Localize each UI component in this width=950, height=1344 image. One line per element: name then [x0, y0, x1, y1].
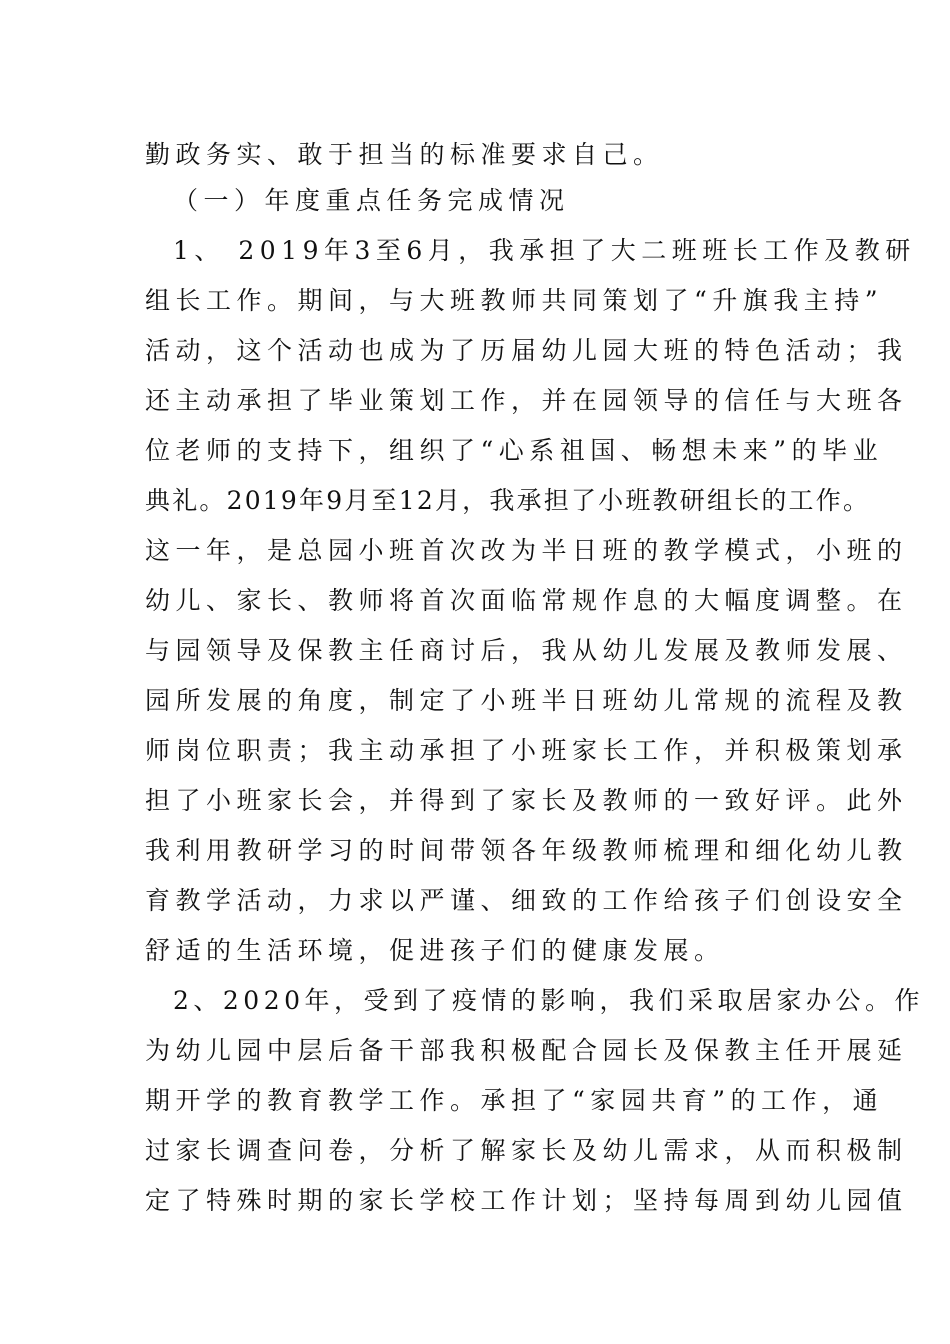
- text-line-9: 这一年，是总园小班首次改为半日班的教学模式，小班的: [145, 536, 908, 565]
- text-line-3: 1、 2019年3至6月，我承担了大二班班长工作及教研: [173, 236, 916, 265]
- text-line-5: 活动，这个活动也成为了历届幼儿园大班的特色活动；我: [145, 336, 908, 365]
- text-line-6: 还主动承担了毕业策划工作，并在园领导的信任与大班各: [145, 386, 908, 415]
- text-line-17: 舒适的生活环境，促进孩子们的健康发展。: [145, 936, 725, 965]
- text-line-12: 园所发展的角度，制定了小班半日班幼儿常规的流程及教: [145, 686, 908, 715]
- text-line-8: 典礼。2019年9月至12月，我承担了小班教研组长的工作。: [145, 486, 871, 515]
- text-line-18: 2、2020年，受到了疫情的影响，我们采取居家办公。作: [173, 986, 925, 1015]
- text-line-19: 为幼儿园中层后备干部我积极配合园长及保教主任开展延: [145, 1036, 908, 1065]
- text-line-4: 组长工作。期间，与大班教师共同策划了“升旗我主持”: [145, 286, 884, 315]
- text-line-15: 我利用教研学习的时间带领各年级教师梳理和细化幼儿教: [145, 836, 908, 865]
- text-line-22: 定了特殊时期的家长学校工作计划；坚持每周到幼儿园值: [145, 1186, 908, 1215]
- text-line-7: 位老师的支持下，组织了“心系祖国、畅想未来”的毕业: [145, 436, 884, 465]
- text-line-1: 勤政务实、敢于担当的标准要求自己。: [145, 140, 664, 169]
- text-line-16: 育教学活动，力求以严谨、细致的工作给孩子们创设安全: [145, 886, 908, 915]
- text-line-10: 幼儿、家长、教师将首次面临常规作息的大幅度调整。在: [145, 586, 908, 615]
- text-line-14: 担了小班家长会，并得到了家长及教师的一致好评。此外: [145, 786, 908, 815]
- section-heading: （一）年度重点任务完成情况: [173, 186, 570, 215]
- text-line-21: 过家长调查问卷，分析了解家长及幼儿需求，从而积极制: [145, 1136, 908, 1165]
- text-line-11: 与园领导及保教主任商讨后，我从幼儿发展及教师发展、: [145, 636, 908, 665]
- text-line-20: 期开学的教育教学工作。承担了“家园共育”的工作，通: [145, 1086, 884, 1115]
- text-line-13: 师岗位职责；我主动承担了小班家长工作，并积极策划承: [145, 736, 908, 765]
